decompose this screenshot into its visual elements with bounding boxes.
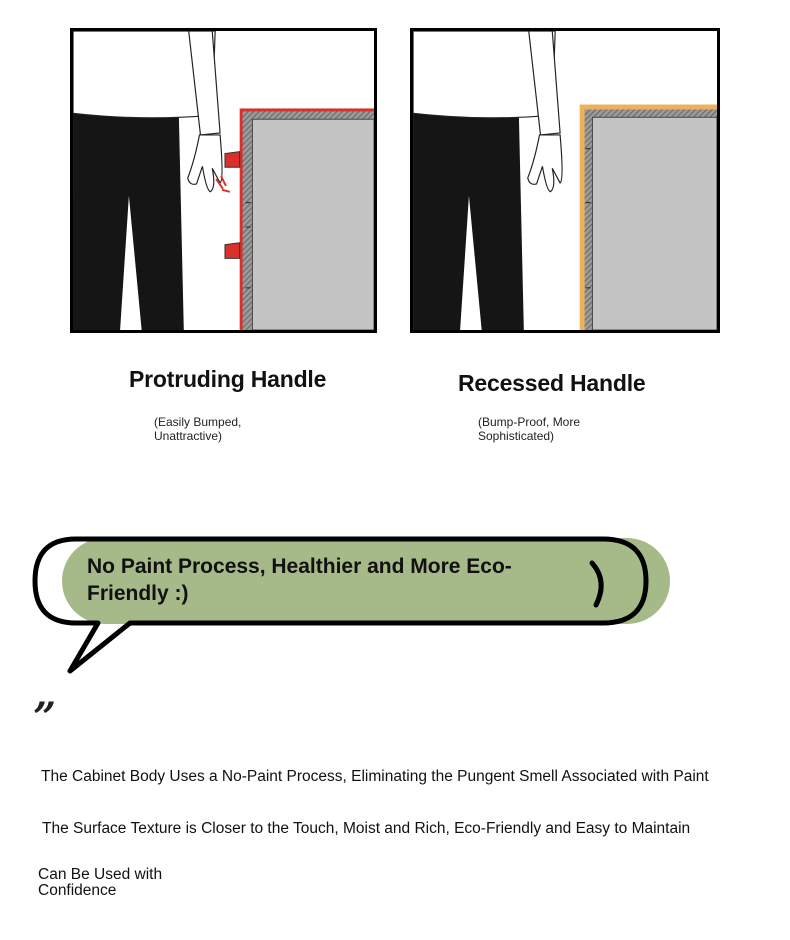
person-hand (188, 135, 222, 192)
quote-mark: ” (33, 694, 57, 741)
cabinet-door (252, 119, 374, 330)
protruding-handle-note: (Easily Bumped, Unattractive) (154, 415, 242, 443)
protruding-handle-bottom (225, 243, 240, 259)
recessed-handle-note: (Bump-Proof, More Sophisticated) (478, 415, 581, 443)
cabinet-door (592, 117, 717, 330)
recessed-handle-illustration (410, 28, 720, 333)
callout-text: No Paint Process, Healthier and More Eco-Friendly :) (87, 555, 512, 605)
protruding-handle-title: Protruding Handle (129, 366, 327, 392)
person-legs (73, 113, 184, 330)
protruding-handle-top (225, 152, 240, 168)
description-line: Can Be Used with Confidence (38, 866, 163, 899)
protruding-handle-diagram (73, 31, 374, 330)
protruding-handle-illustration (70, 28, 377, 333)
person-hand (528, 135, 562, 192)
description-line: The Surface Texture is Closer to the Touch, Moist and Rich, Eco-Friendly and Easy to Maintain (42, 820, 691, 837)
person-legs (413, 113, 524, 330)
description-line: The Cabinet Body Uses a No-Paint Process, Eliminating the Pungent Smell Associated with Paint (41, 768, 709, 785)
recessed-handle-title: Recessed Handle (458, 370, 646, 396)
recessed-handle-diagram (413, 31, 717, 330)
